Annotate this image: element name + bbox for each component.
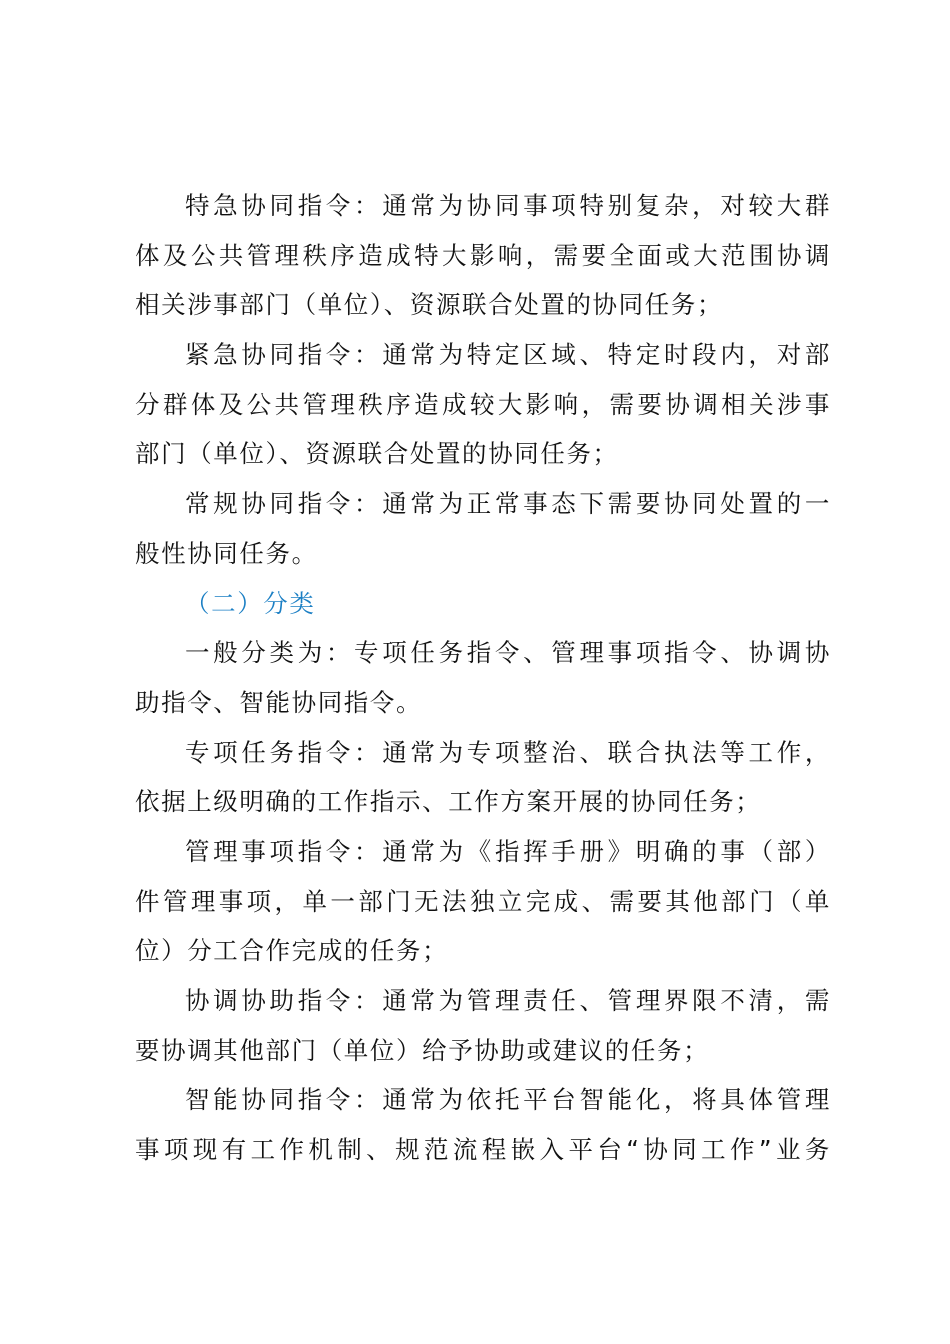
paragraph-urgent-line-1: 紧急协同指令：通常为特定区域、特定时段内，对部 bbox=[185, 340, 831, 370]
paragraph-intelligent-line-2: 事项现有工作机制、规范流程嵌入平台“协同工作”业务 bbox=[135, 1135, 831, 1165]
paragraph-urgent-special-line-2: 体及公共管理秩序造成特大影响，需要全面或大范围协调 bbox=[135, 240, 831, 270]
section-heading-classification: （二）分类 bbox=[185, 588, 316, 618]
paragraph-routine-line-1: 常规协同指令：通常为正常事态下需要协同处置的一 bbox=[185, 489, 831, 519]
paragraph-special-task-line-2: 依据上级明确的工作指示、工作方案开展的协同任务； bbox=[135, 787, 762, 817]
paragraph-urgent-line-3: 部门（单位）、资源联合处置的协同任务； bbox=[135, 439, 619, 469]
paragraph-urgent-line-2: 分群体及公共管理秩序造成较大影响，需要协调相关涉事 bbox=[135, 389, 831, 419]
document-body bbox=[135, 181, 831, 1175]
paragraph-coordination-line-1: 协调协助指令：通常为管理责任、管理界限不清，需 bbox=[185, 986, 831, 1015]
paragraph-intelligent-line-1: 智能协同指令：通常为依托平台智能化，将具体管理 bbox=[185, 1085, 831, 1115]
paragraph-management-item-line-1: 管理事项指令：通常为《指挥手册》明确的事（部） bbox=[185, 836, 831, 866]
paragraph-management-item-line-2: 件管理事项，单一部门无法独立完成、需要其他部门（单 bbox=[135, 886, 831, 916]
paragraph-urgent-special-line-1: 特急协同指令：通常为协同事项特别复杂，对较大群 bbox=[185, 191, 831, 220]
paragraph-special-task-line-1: 专项任务指令：通常为专项整治、联合执法等工作， bbox=[185, 737, 831, 767]
paragraph-general-classification-line-2: 助指令、智能协同指令。 bbox=[135, 687, 423, 717]
paragraph-routine-line-2: 般性协同任务。 bbox=[135, 538, 318, 568]
paragraph-coordination-line-2: 要协调其他部门（单位）给予协助或建议的任务； bbox=[135, 1035, 710, 1065]
paragraph-management-item-line-3: 位）分工合作完成的任务； bbox=[135, 936, 449, 966]
paragraph-urgent-special-line-3: 相关涉事部门（单位）、资源联合处置的协同任务； bbox=[135, 290, 724, 320]
paragraph-general-classification-line-1: 一般分类为：专项任务指令、管理事项指令、协调协 bbox=[185, 638, 831, 668]
